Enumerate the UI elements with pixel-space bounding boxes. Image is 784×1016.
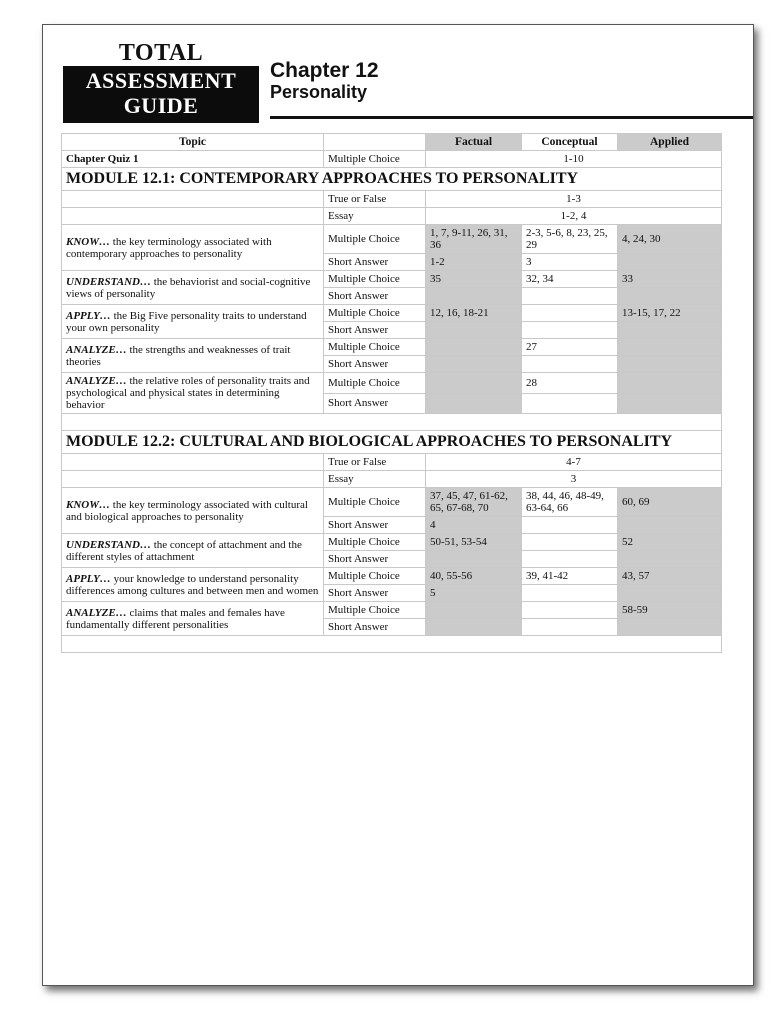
quiz-type: Multiple Choice [324,151,426,168]
factual-items [426,322,522,339]
conceptual-items [522,517,618,534]
factual-items: 5 [426,585,522,602]
objective-mc-row [62,568,722,585]
logo-line-guide: GUIDE [123,93,199,118]
multiple-choice-label: Multiple Choice [324,488,426,517]
true-false-items: 1-3 [426,191,722,208]
true-false-label: True or False [324,191,426,208]
objective-mc-row [62,488,722,517]
applied-items [618,373,722,394]
factual-items: 35 [426,271,522,288]
objective-topic [62,568,324,602]
applied-items: 60, 69 [618,488,722,517]
quiz-items: 1-10 [426,151,722,168]
column-header-topic: Topic [62,134,324,151]
conceptual-items [522,356,618,373]
conceptual-items: 27 [522,339,618,356]
total-assessment-guide-logo [63,41,259,123]
factual-items [426,551,522,568]
module-title-row [62,431,722,454]
spacer-row [62,636,722,653]
objective-topic [62,339,324,373]
applied-items [618,517,722,534]
document-page [42,24,754,986]
applied-items: 58-59 [618,602,722,619]
objective-mc-row [62,339,722,356]
short-answer-label: Short Answer [324,585,426,602]
empty-topic-cell [62,191,324,208]
conceptual-items: 32, 34 [522,271,618,288]
factual-items: 12, 16, 18-21 [426,305,522,322]
multiple-choice-label: Multiple Choice [324,271,426,288]
conceptual-items [522,534,618,551]
applied-items [618,585,722,602]
conceptual-items [522,619,618,636]
objective-keyword: UNDERSTAND… [66,275,151,288]
short-answer-label: Short Answer [324,551,426,568]
module-title: MODULE 12.2: CULTURAL AND BIOLOGICAL APPROACHES TO PERSONALITY [62,431,722,454]
applied-items [618,393,722,414]
objective-mc-row [62,271,722,288]
objective-keyword: APPLY… [66,572,111,585]
objective-topic [62,271,324,305]
true-false-items: 4-7 [426,454,722,471]
assessment-table [61,133,722,653]
conceptual-items: 39, 41-42 [522,568,618,585]
multiple-choice-label: Multiple Choice [324,568,426,585]
factual-items [426,602,522,619]
factual-items [426,339,522,356]
multiple-choice-label: Multiple Choice [324,339,426,356]
multiple-choice-label: Multiple Choice [324,305,426,322]
factual-items [426,619,522,636]
factual-items: 37, 45, 47, 61-62, 65, 67-68, 70 [426,488,522,517]
multiple-choice-label: Multiple Choice [324,373,426,394]
conceptual-items: 28 [522,373,618,394]
true-false-row [62,454,722,471]
true-false-label: True or False [324,454,426,471]
short-answer-label: Short Answer [324,288,426,305]
conceptual-items [522,393,618,414]
objective-keyword: UNDERSTAND… [66,538,151,551]
applied-items: 33 [618,271,722,288]
true-false-row [62,191,722,208]
spacer-cell [62,414,722,431]
objective-topic [62,602,324,636]
column-header-applied: Applied [618,134,722,151]
essay-items: 3 [426,471,722,488]
column-header-factual: Factual [426,134,522,151]
multiple-choice-label: Multiple Choice [324,602,426,619]
chapter-number: Chapter 12 [270,59,379,82]
essay-label: Essay [324,471,426,488]
header-rule [270,116,753,119]
objective-mc-row [62,225,722,254]
objective-keyword: KNOW… [66,235,111,248]
logo-line-total: TOTAL [118,40,204,66]
objective-text: the key terminology associated with contemporary approaches to personality [66,235,272,260]
applied-items: 43, 57 [618,568,722,585]
module-title-row [62,168,722,191]
applied-items: 4, 24, 30 [618,225,722,254]
objective-text: the key terminology associated with cultural and biological approaches to personality [66,498,308,523]
objective-topic [62,488,324,534]
essay-row [62,471,722,488]
multiple-choice-label: Multiple Choice [324,534,426,551]
chapter-quiz-row [62,151,722,168]
objective-keyword: ANALYZE… [66,343,127,356]
applied-items [618,322,722,339]
objective-mc-row [62,305,722,322]
factual-items: 50-51, 53-54 [426,534,522,551]
factual-items [426,393,522,414]
objective-text: the strengths and weaknesses of trait theories [66,343,291,368]
essay-items: 1-2, 4 [426,208,722,225]
empty-topic-cell [62,208,324,225]
factual-items [426,373,522,394]
objective-topic [62,534,324,568]
objective-text: the relative roles of personality traits and psychological and physical states in determining behavior [66,375,310,411]
short-answer-label: Short Answer [324,393,426,414]
conceptual-items: 2-3, 5-6, 8, 23, 25, 29 [522,225,618,254]
spacer-cell [62,636,722,653]
factual-items [426,288,522,305]
objective-mc-row [62,602,722,619]
short-answer-label: Short Answer [324,619,426,636]
objective-text: claims that males and females have fundamentally different personalities [66,606,285,631]
applied-items [618,551,722,568]
short-answer-label: Short Answer [324,322,426,339]
applied-items [618,288,722,305]
logo-line-assessment: ASSESSMENT [85,68,237,93]
objective-text: your knowledge to understand personality differences among cultures and between men and women [66,572,319,597]
objective-keyword: ANALYZE… [66,375,127,387]
essay-label: Essay [324,208,426,225]
objective-keyword: ANALYZE… [66,606,127,619]
multiple-choice-label: Multiple Choice [324,225,426,254]
conceptual-items: 38, 44, 46, 48-49, 63-64, 66 [522,488,618,517]
conceptual-items [522,585,618,602]
applied-items: 52 [618,534,722,551]
chapter-title: Personality [270,82,368,102]
essay-row [62,208,722,225]
objective-keyword: APPLY… [66,309,111,322]
factual-items: 4 [426,517,522,534]
conceptual-items [522,322,618,339]
spacer-row [62,414,722,431]
chapter-heading [270,59,379,102]
factual-items: 1, 7, 9-11, 26, 31, 36 [426,225,522,254]
objective-mc-row [62,534,722,551]
applied-items [618,254,722,271]
objective-topic [62,305,324,339]
objective-topic [62,225,324,271]
applied-items [618,619,722,636]
table-header-row [62,134,722,151]
logo-black-box [63,66,259,123]
empty-topic-cell [62,454,324,471]
factual-items: 1-2 [426,254,522,271]
objective-mc-row [62,373,722,394]
applied-items [618,356,722,373]
objective-text: the behaviorist and social-cognitive views of personality [66,275,311,300]
conceptual-items [522,288,618,305]
short-answer-label: Short Answer [324,356,426,373]
objective-text: the concept of attachment and the different styles of attachment [66,538,302,563]
short-answer-label: Short Answer [324,254,426,271]
factual-items: 40, 55-56 [426,568,522,585]
objective-topic [62,373,324,414]
column-header-conceptual: Conceptual [522,134,618,151]
column-header-type [324,134,426,151]
factual-items [426,356,522,373]
quiz-topic: Chapter Quiz 1 [62,151,324,168]
module-title: MODULE 12.1: CONTEMPORARY APPROACHES TO PERSONALITY [62,168,722,191]
conceptual-items [522,602,618,619]
conceptual-items [522,305,618,322]
applied-items: 13-15, 17, 22 [618,305,722,322]
objective-keyword: KNOW… [66,498,111,511]
conceptual-items: 3 [522,254,618,271]
empty-topic-cell [62,471,324,488]
conceptual-items [522,551,618,568]
objective-text: the Big Five personality traits to understand your own personality [66,309,307,334]
applied-items [618,339,722,356]
short-answer-label: Short Answer [324,517,426,534]
